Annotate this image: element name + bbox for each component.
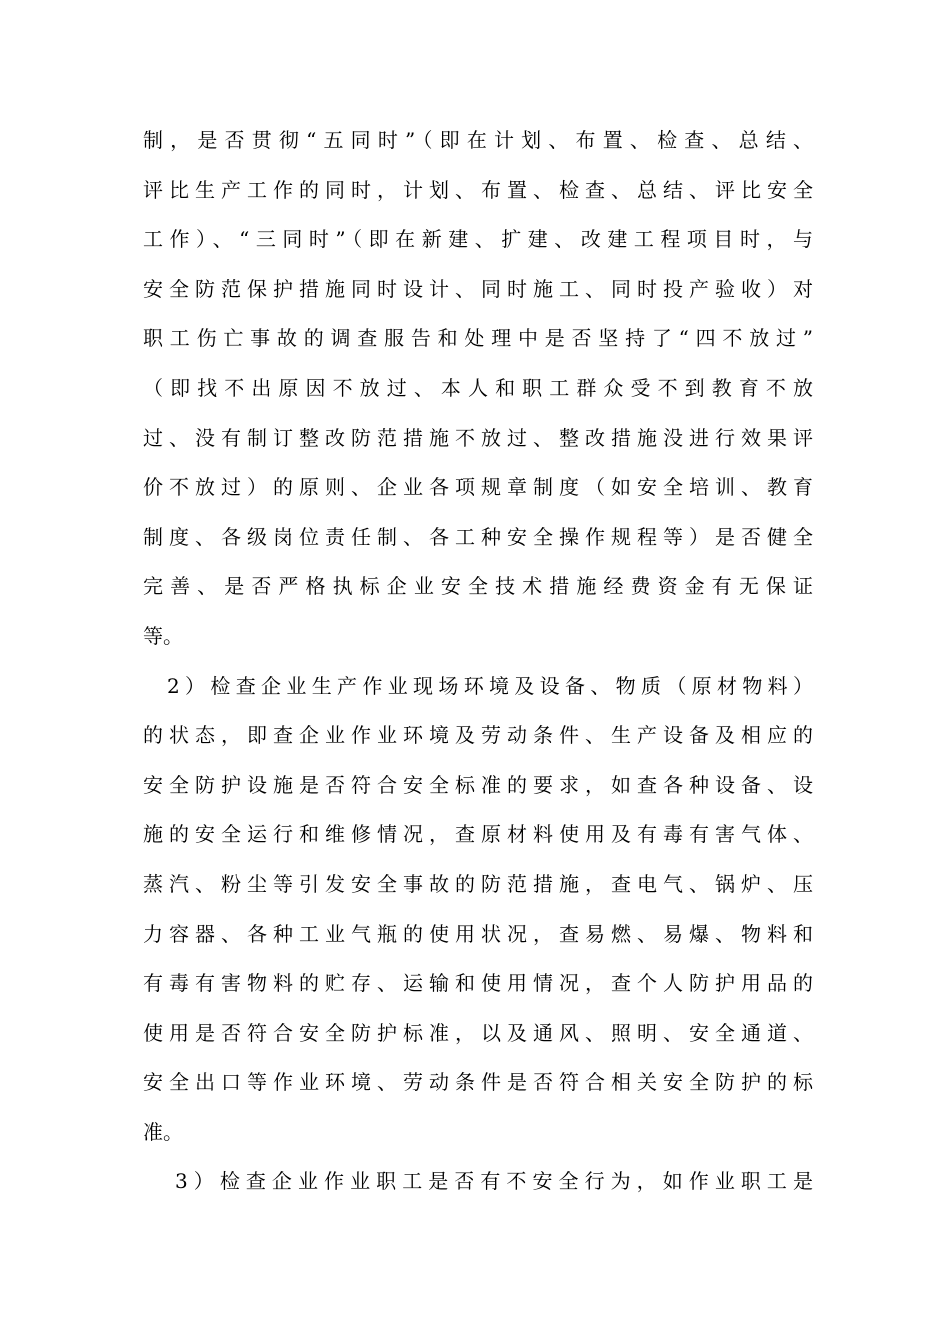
text-line: 完善、是否严格执标企业安全技术措施经费资金有无保证: [143, 574, 813, 599]
text-line: 2）检查企业生产作业现场环境及设备、物质（原材物料）: [167, 673, 813, 698]
text-line: 施的安全运行和维修情况，查原材料使用及有毒有害气体、: [143, 822, 813, 847]
text-line: 价不放过）的原则、企业各项规章制度（如安全培训、教育: [143, 475, 813, 500]
text-line: 过、没有制订整改防范措施不放过、整改措施没进行效果评: [143, 425, 813, 450]
text-line: （即找不出原因不放过、本人和职工群众受不到教育不放: [143, 375, 813, 400]
text-line: 的状态，即查企业作业环境及劳动条件、生产设备及相应的: [143, 723, 813, 748]
text-line: 力容器、各种工业气瓶的使用状况，查易燃、易爆、物料和: [143, 921, 813, 946]
text-line: 安全出口等作业环境、劳动条件是否符合相关安全防护的标: [143, 1070, 813, 1095]
text-line: 等。: [143, 623, 183, 648]
text-line: 有毒有害物料的贮存、运输和使用情况，查个人防护用品的: [143, 971, 813, 996]
text-line: 准。: [143, 1119, 183, 1144]
text-line: 制度、各级岗位责任制、各工种安全操作规程等）是否健全: [143, 524, 813, 549]
text-line: 3）检查企业作业职工是否有不安全行为，如作业职工是: [175, 1169, 813, 1194]
text-line: 安全防范保护措施同时设计、同时施工、同时投产验收）对: [143, 276, 813, 301]
text-line: 使用是否符合安全防护标准，以及通风、照明、安全通道、: [143, 1020, 813, 1045]
text-line: 工作）、“三同时”（即在新建、扩建、改建工程项目时，与: [143, 227, 813, 252]
text-line: 蒸汽、粉尘等引发安全事故的防范措施，查电气、锅炉、压: [143, 871, 813, 896]
text-line: 安全防护设施是否符合安全标准的要求，如查各种设备、设: [143, 772, 813, 797]
text-line: 评比生产工作的同时，计划、布置、检查、总结、评比安全: [143, 177, 813, 202]
body-text: [143, 116, 813, 1207]
text-line: 制，是否贯彻“五同时”（即在计划、布置、检查、总结、: [143, 128, 813, 152]
text-line: 职工伤亡事故的调查服告和处理中是否坚持了“四不放过”: [143, 326, 813, 351]
